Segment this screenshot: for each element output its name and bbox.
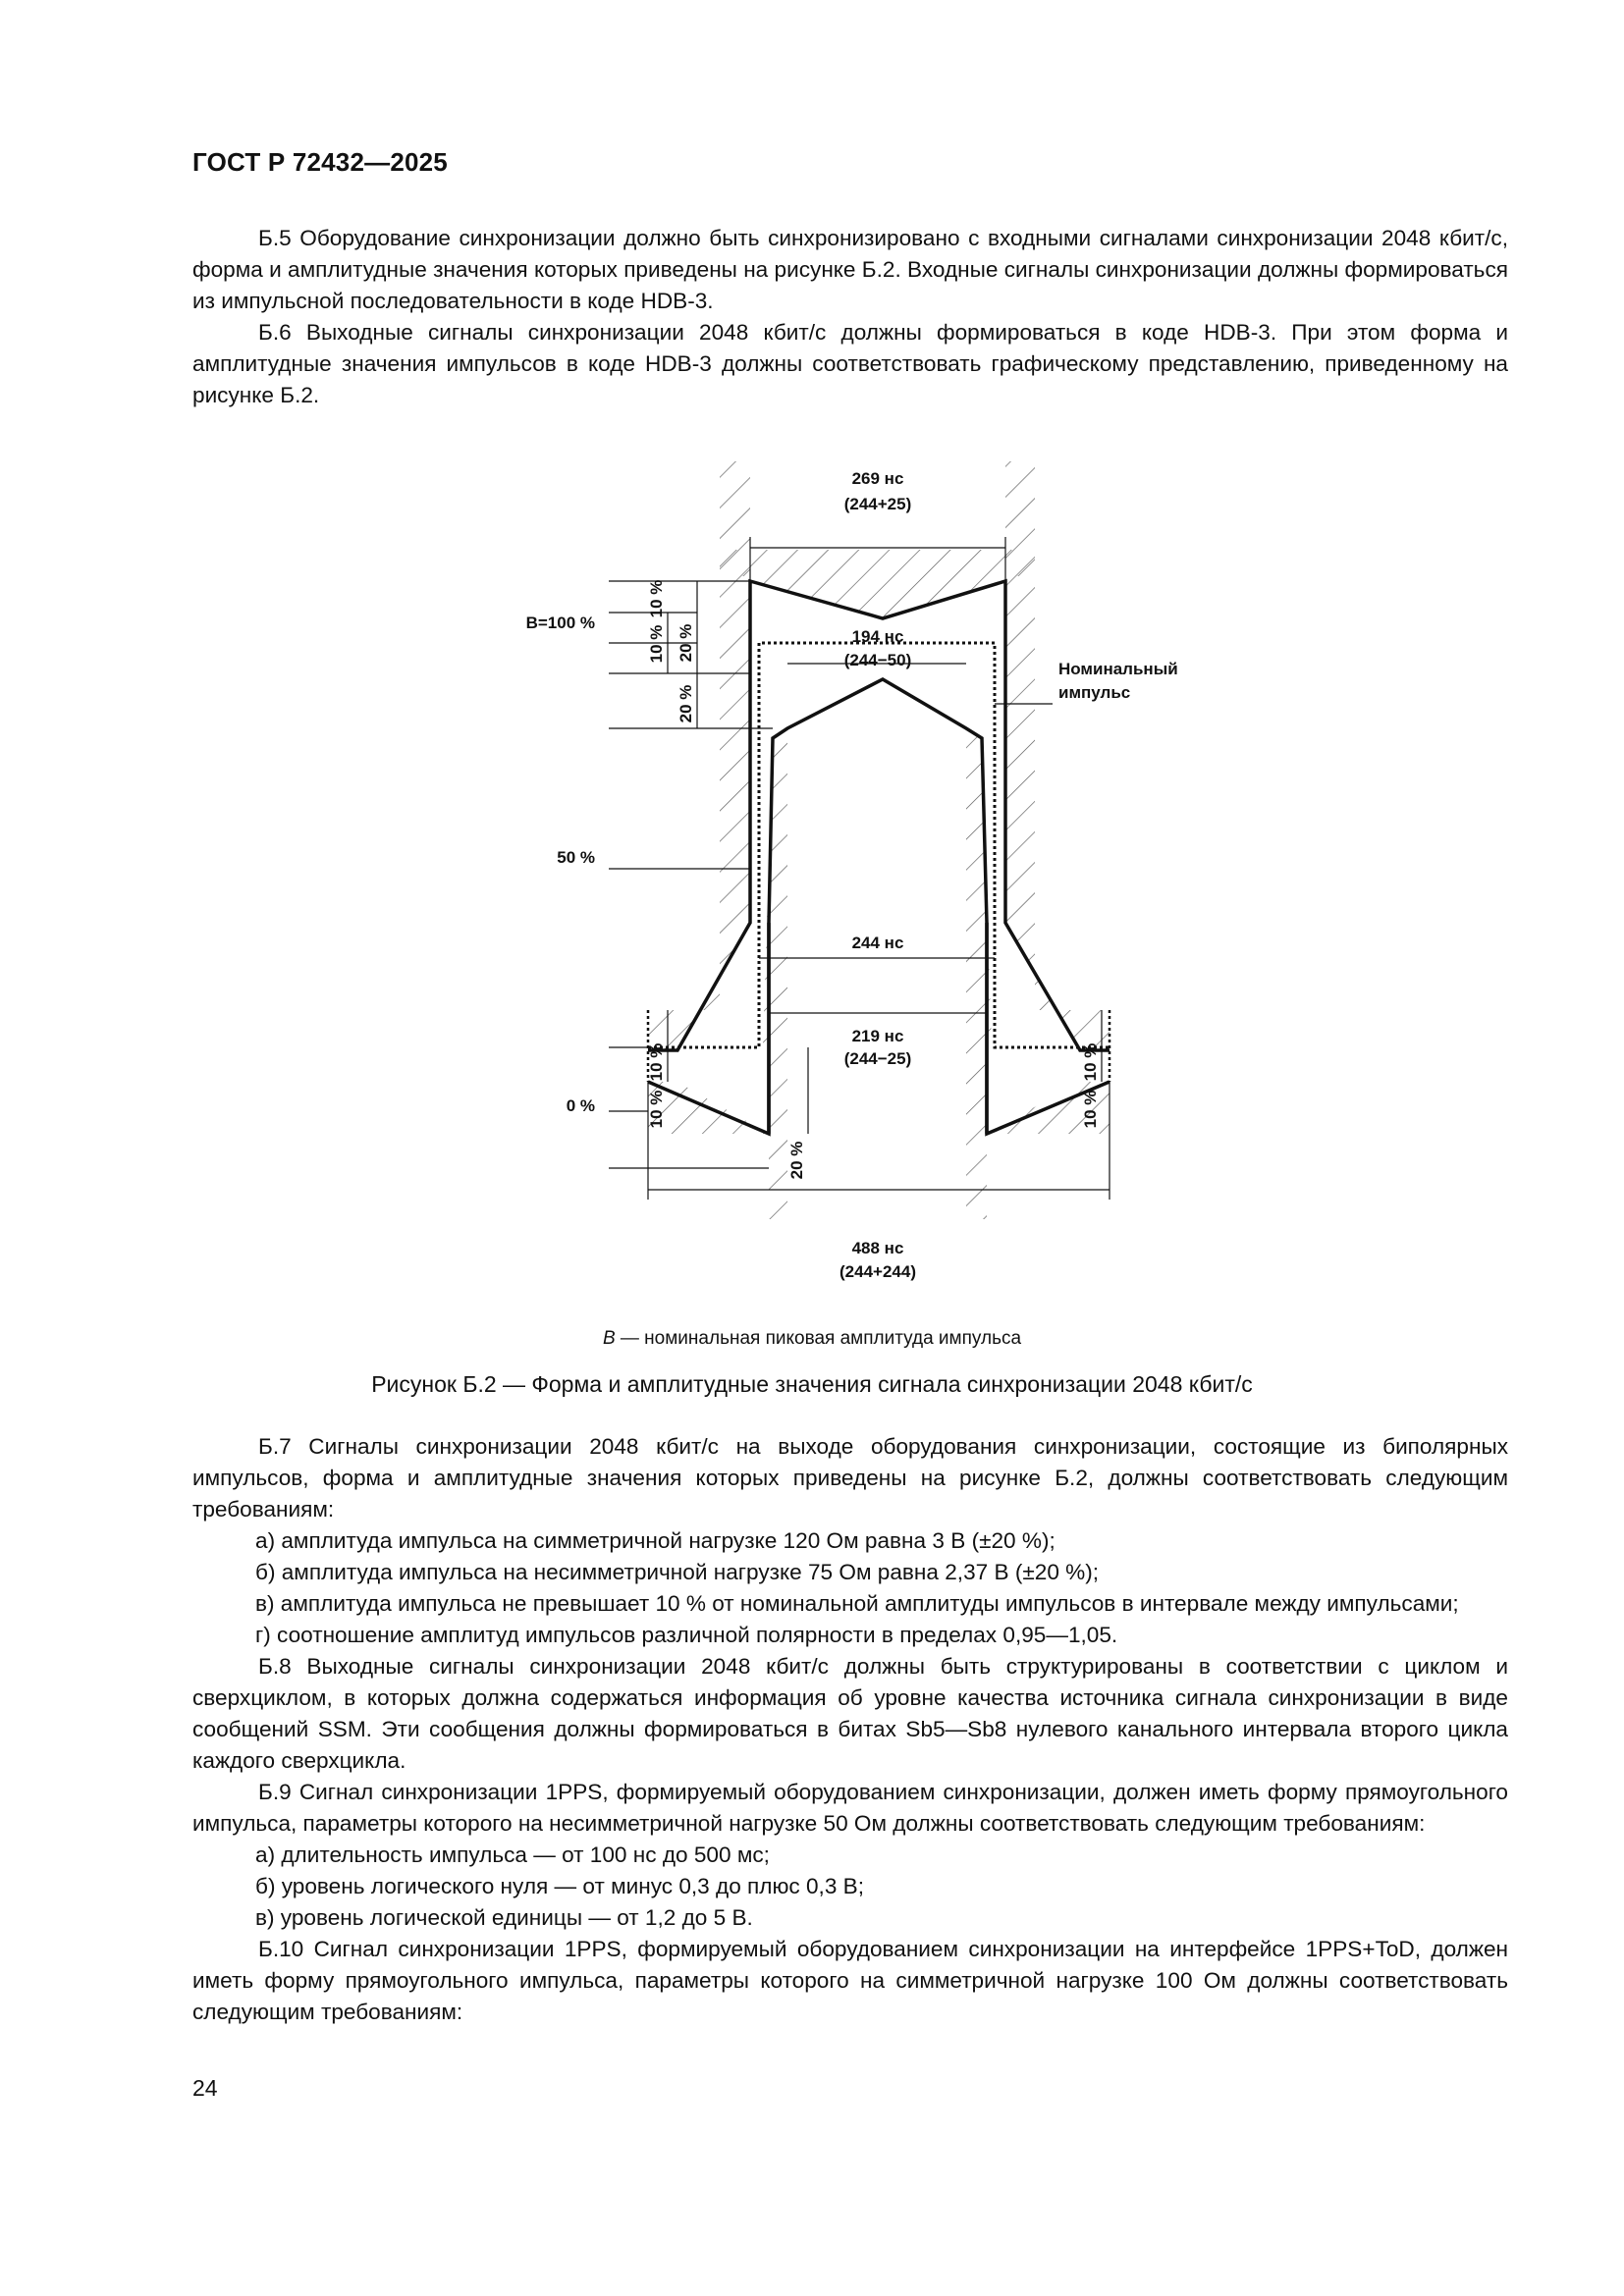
list-item: а) длительность импульса — от 100 нс до 500 мс;	[255, 1842, 770, 1867]
label-nominal-1: Номинальный	[1058, 660, 1178, 678]
label-mid-width: 244 нс	[851, 934, 904, 952]
label-level-b100: B=100 %	[525, 614, 595, 632]
label-inner-width-expr: (244−50)	[843, 651, 912, 669]
hatch-center-left	[769, 1047, 787, 1219]
label-inner-width: 194 нс	[851, 627, 904, 646]
label-pct-10-lower-right-a: 10 %	[1081, 1042, 1100, 1082]
label-level-50: 50 %	[557, 848, 595, 867]
legend-text: — номинальная пиковая амплитуда импульса	[615, 1328, 1022, 1349]
label-pct-20-mid: 20 %	[677, 684, 695, 723]
hatch-right-lower	[1005, 696, 1110, 1050]
label-low-width: 219 нс	[851, 1027, 904, 1045]
label-top-width-expr: (244+25)	[843, 495, 912, 513]
paragraph-b5: Б.5 Оборудование синхронизации должно быть синхронизировано с входными сигналами синхронизации 2048 кбит/с, форма и амплитудные значения которых приведены на рисунке Б.2. Входные сигналы синхронизации должны формироваться из импульсной последовательности в коде HDB-3.	[192, 226, 1508, 313]
label-pct-10-lower-right-b: 10 %	[1081, 1090, 1100, 1129]
label-pct-20-upper: 20 %	[677, 623, 695, 663]
list-item: в) амплитуда импульса не превышает 10 % от номинальной амплитуды импульсов в интервале между импульсами;	[255, 1591, 1459, 1616]
label-bottom-width: 488 нс	[851, 1239, 904, 1257]
label-pct-10-lower-left-a: 10 %	[647, 1042, 666, 1082]
paragraphs-top	[192, 223, 1508, 411]
hatch-left-upper	[720, 550, 750, 696]
list-item: г) соотношение амплитуд импульсов различной полярности в пределах 0,95—1,05.	[255, 1623, 1118, 1647]
label-pct-10-upper-b: 10 %	[647, 624, 666, 664]
label-bottom-width-expr: (244+244)	[839, 1262, 916, 1281]
list-item: б) амплитуда импульса на несимметричной нагрузке 75 Ом равна 2,37 В (±20 %);	[255, 1560, 1100, 1584]
figure-legend	[0, 1328, 1624, 1350]
hatch-top	[750, 550, 1005, 618]
hatch-inner-left	[763, 728, 787, 1047]
label-pct-10-lower-left-b: 10 %	[647, 1090, 666, 1129]
paragraph: Б.8 Выходные сигналы синхронизации 2048 кбит/с должны быть структурированы в соответствии с циклом и сверхциклом, в которых должна содержаться информация об уровне качества источника сигнала синхронизации в виде сообщений SSM. Эти сообщения должны формироваться в битах Sb5—Sb8 нулевого канального интервала второго цикла каждого сверхцикла.	[192, 1654, 1508, 1773]
hatch-right-upper	[1005, 550, 1035, 696]
list-item: б) уровень логического нуля — от минус 0,3 до плюс 0,3 В;	[255, 1874, 865, 1898]
paragraph: Б.9 Сигнал синхронизации 1PPS, формируемый оборудованием синхронизации, должен иметь форму прямоугольного импульса, параметры которого на несимметричной нагрузке 50 Ом должны соответствовать следующим требованиям:	[192, 1780, 1508, 1836]
label-low-width-expr: (244−25)	[843, 1049, 912, 1068]
list-item: в) уровень логической единицы — от 1,2 до 5 В.	[255, 1905, 753, 1930]
label-pct-20-lower: 20 %	[787, 1141, 806, 1180]
list-item: а) амплитуда импульса на симметричной нагрузке 120 Ом равна 3 В (±20 %);	[255, 1528, 1056, 1553]
paragraph: Б.7 Сигналы синхронизации 2048 кбит/с на выходе оборудования синхронизации, состоящие из биполярных импульсов, форма и амплитудные значения которых приведены на рисунке Б.2, должны соответствовать следующим требованиям:	[192, 1434, 1508, 1522]
figure-b2-pulse-mask	[491, 461, 1237, 1306]
hatch-center-right	[966, 1047, 987, 1219]
figure-caption: Рисунок Б.2 — Форма и амплитудные значения сигнала синхронизации 2048 кбит/с	[371, 1371, 1253, 1397]
legend-symbol: B	[602, 1328, 616, 1349]
label-pct-10-upper-a: 10 %	[647, 579, 666, 618]
label-nominal-2: импульс	[1058, 683, 1131, 702]
paragraphs-bottom	[192, 1431, 1508, 2028]
page-number: 24	[192, 2075, 218, 2101]
label-top-width: 269 нс	[851, 469, 904, 488]
paragraph-b6: Б.6 Выходные сигналы синхронизации 2048 кбит/с должны формироваться в коде HDB-3. При этом форма и амплитудные значения импульсов в коде HDB-3 должны соответствовать графическому представлению, приведенному на рисунке Б.2.	[192, 320, 1508, 407]
paragraph: Б.10 Сигнал синхронизации 1PPS, формируемый оборудованием синхронизации на интерфейсе 1PPS+ToD, должен иметь форму прямоугольного импульса, параметры которого на симметричной нагрузке 100 Ом должны соответствовать следующим требованиям:	[192, 1937, 1508, 2024]
pulse-mask-drawing	[491, 461, 1237, 1306]
document-header: ГОСТ Р 72432—2025	[192, 147, 448, 177]
label-level-0: 0 %	[566, 1096, 595, 1115]
hatch-left-lower	[648, 696, 750, 1050]
